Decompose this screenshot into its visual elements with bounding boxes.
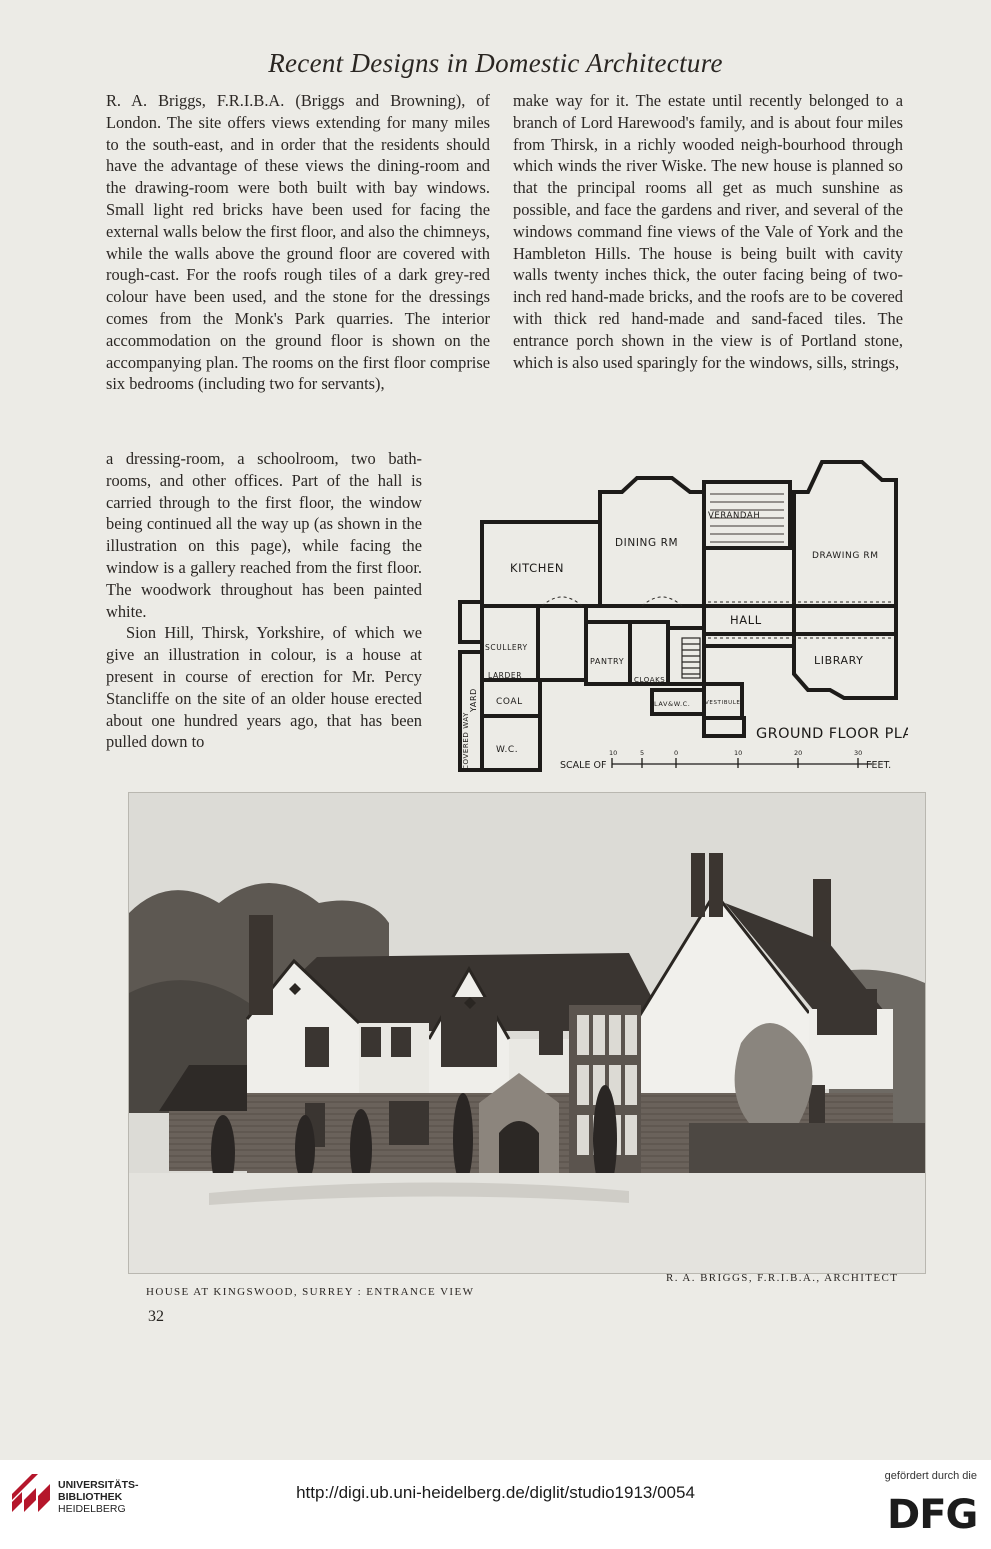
scale-tick: 5 [640,749,645,757]
room-label-hall: HALL [730,613,762,627]
svg-text:DFG: DFG [887,1492,977,1534]
running-title: Recent Designs in Domestic Architecture [268,48,723,78]
room-label-cloaks: CLOAKS [634,676,666,684]
ground-floor-plan [452,452,908,778]
scale-tick: 0 [674,749,679,757]
library-line: HEIDELBERG [58,1503,126,1515]
room-label-scullery: SCULLERY [485,643,528,652]
left-column-top [106,90,490,395]
house-drawing [129,793,925,1273]
room-label-vestibule: VESTIBULE [705,700,741,706]
paragraph: R. A. Briggs, F.R.I.B.A. (Briggs and Browning), of London. The site offers views extending for many miles to the south-east, and in order that the residents should have the advantage of these views the dining-room and the drawing-room were both built with bay windows. Small light red bricks have been used for facing the external walls below the first floor, and also the chimneys, while the walls above the ground floor are covered with rough-cast. For the roofs rough tiles of a dark grey-red colour have been used, and the stone for the dressings comes from the Monk's Park quarries. The interior accommodation on the ground floor is shown on the accompanying plan. The rooms on the first floor comprise six bedrooms (including two for servants), [106,91,490,394]
scale-label: SCALE OF [560,760,607,771]
room-label-verandah: VERANDAH [708,511,761,521]
floor-plan-drawing [452,452,908,778]
house-illustration [128,792,926,1274]
room-label-wc: W.C. [496,745,519,755]
scale-unit: FEET. [866,760,892,771]
library-line: UNIVERSITÄTS- [58,1479,139,1491]
library-line: BIBLIOTHEK [58,1491,123,1503]
left-column-bottom [106,448,422,753]
dfg-logo-icon [885,1486,977,1534]
room-label-coal: COAL [496,697,523,707]
room-label-drawing: DRAWING RM [812,551,879,561]
room-label-kitchen: KITCHEN [510,561,565,575]
plan-title: GROUND FLOOR PLAN [756,726,908,742]
page-number: 32 [148,1308,164,1325]
room-label-covered-way: COVERED WAY [462,711,470,770]
room-label-library: LIBRARY [814,654,864,667]
room-label-yard: YARD [469,688,478,712]
source-url-link[interactable]: http://digi.ub.uni-heidelberg.de/diglit/studio1913/0054 [296,1483,695,1502]
scale-tick: 10 [734,749,743,757]
illustration-caption: HOUSE AT KINGSWOOD, SURREY : ENTRANCE VIEW [146,1286,475,1298]
room-label-larder: LARDER [488,671,523,680]
funded-by-label: gefördert durch die [884,1470,977,1482]
scale-tick: 10 [609,749,618,757]
paragraph: Sion Hill, Thirsk, Yorkshire, of which we give an illustration in colour, is a house at present in course of erection for Mr. Percy Stancliffe on the site of an older house erected about one hundred years ago, that has been pulled down to [106,623,422,752]
room-label-lav: LAV&W.C. [654,700,691,708]
scale-tick: 30 [854,749,863,757]
paragraph: make way for it. The estate until recently belonged to a branch of Lord Harewood's family, and is about four miles from Thirsk, in a richly wooded neigh-bourhood through which winds the river Wiske. The new house is planned so that the principal rooms all get as much sunshine as possible, and face the gardens and river, and several of the windows command fine views of the Vale of York and the Hambleton Hills. The house is being built with cavity walls twenty inches thick, the outer facing being of two-inch red hand-made bricks, and the roofs are to be covered with thick red hand-made and sand-faced tiles. The entrance porch shown in the view is of Portland stone, which is also used sparingly for the windows, sills, strings, [513,91,903,372]
room-label-dining: DINING RM [615,537,679,549]
right-column [513,90,903,373]
scale-tick: 20 [794,749,803,757]
footer-bar [0,1460,991,1549]
room-label-pantry: PANTRY [590,657,625,666]
paragraph: a dressing-room, a schoolroom, two bath-rooms, and other offices. Part of the hall is carried through to the first floor, the window being continued all the way up (as shown in the illustration on this page), while facing the window is a gallery reached from the first floor. The woodwork throughout has been painted white. [106,449,422,621]
architect-credit: R. A. BRIGGS, F.R.I.B.A., ARCHITECT [666,1272,899,1284]
